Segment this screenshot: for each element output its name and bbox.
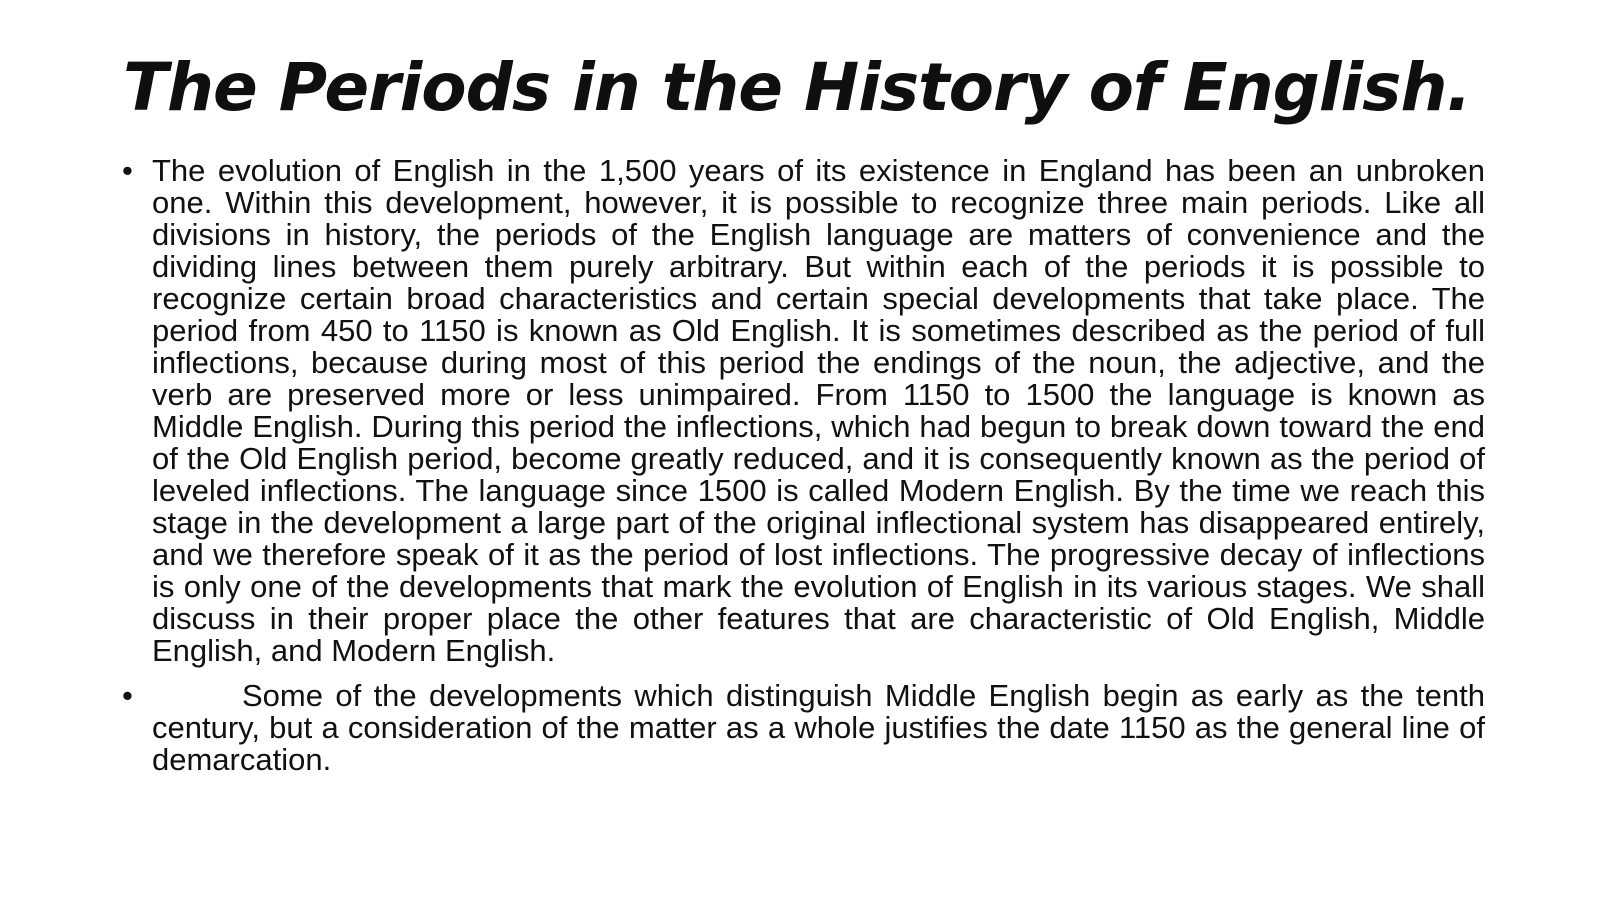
bullet-item: [122, 678, 1485, 777]
bullet-text: The evolution of English in the 1,500 years of its existence in England has been an unbroken one. Within this development, however, it is possible to recognize three main periods. Like all divisions in history, the periods of the English language are matters of convenience and the dividing lines between them purely arbitrary. But within each of the periods it is possible to recognize certain broad characteristics and certain special developments that take place. The period from 450 to 1150 is known as Old English. It is sometimes described as the period of full inflections, because during most of this period the endings of the noun, the adjective, and the verb are preserved more or less unimpaired. From 1150 to 1500 the language is known as Middle English. During this period the inflections, which had begun to break down toward the end of the Old English period, become greatly reduced, and it is consequently known as the period of leveled inflections. The language since 1500 is called Modern English. By the time we reach this stage in the development a large part of the original inflectional system has disappeared entirely, and we therefore speak of it as the period of lost inflections. The progressive decay of inflections is only one of the developments that mark the evolution of English in its various stages. We shall discuss in their proper place the other features that are characteristic of Old English, Middle English, and Modern English.: [152, 153, 1485, 668]
bullet-marker: •: [122, 678, 133, 713]
bullet-list: [122, 153, 1485, 789]
slide-title: The Periods in the History of English.: [123, 49, 1471, 126]
bullet-item: [122, 153, 1485, 668]
bullet-marker: •: [122, 153, 133, 188]
bullet-text: Some of the developments which distinguish Middle English begin as early as the tenth century, but a consideration of the matter as a whole justifies the date 1150 as the general line of demarcation.: [152, 678, 1485, 777]
